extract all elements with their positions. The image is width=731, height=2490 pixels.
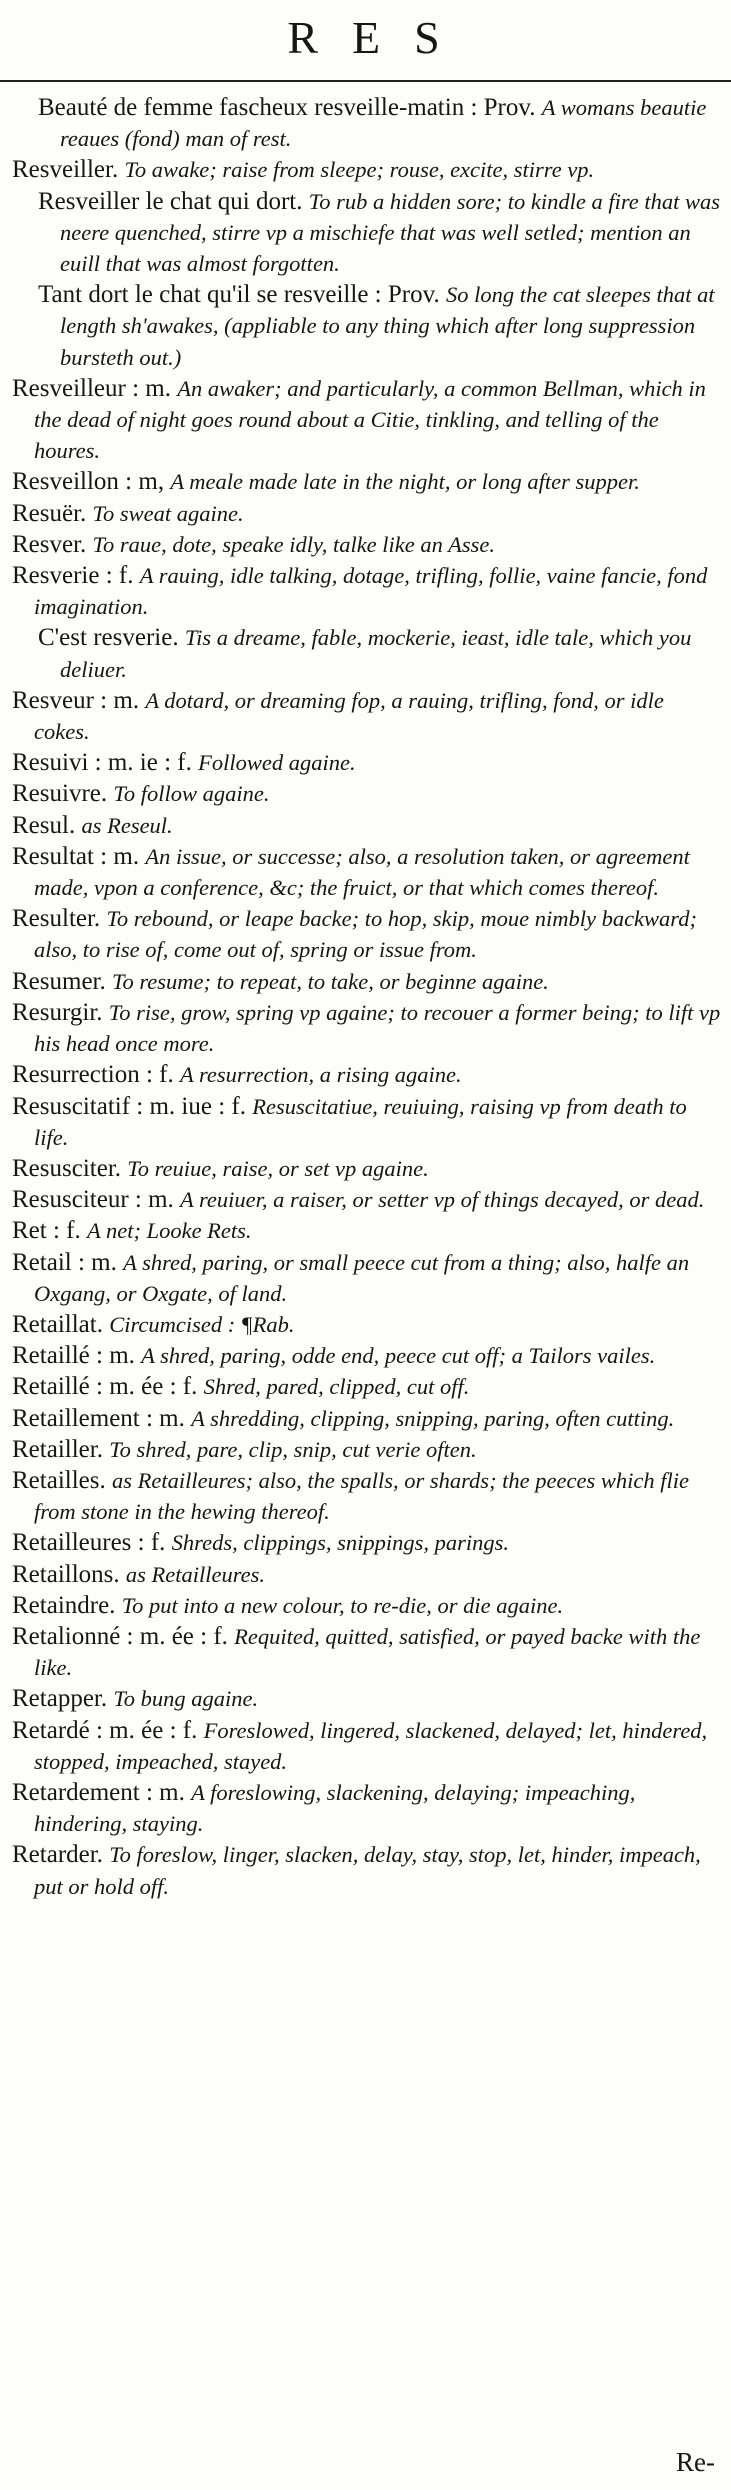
gloss: To awake; raise from sleepe; rouse, excite, stirre vp. <box>124 157 595 183</box>
gloss: To sweat againe. <box>92 500 244 526</box>
headword: Resulter. <box>12 905 101 933</box>
gloss: as Retailleures; also, the spalls, or shards; the peeces which flie from stone in the hewing thereof. <box>34 1467 689 1525</box>
gloss: An awaker; and particularly, a common Bellman, which in the dead of night goes round about a Citie, tinkling, and telling of the houres. <box>34 375 706 464</box>
dictionary-entry <box>12 1683 724 1714</box>
headword: Resver. <box>12 530 87 558</box>
dictionary-entry <box>12 373 724 467</box>
headword: Resusciteur : m. <box>12 1186 174 1214</box>
headword: Retarder. <box>12 1841 103 1869</box>
dictionary-entry <box>12 1434 724 1465</box>
gloss: as Reseul. <box>81 812 173 838</box>
headword: Resul. <box>12 811 76 839</box>
headword: Resumer. <box>12 967 106 995</box>
gloss: Tis a dreame, fable, mockerie, ieast, idle tale, which you deliuer. <box>60 625 692 682</box>
gloss: Circumcised : ¶Rab. <box>109 1311 295 1337</box>
gloss: Followed againe. <box>198 750 356 776</box>
gloss: To resume; to repeat, to take, or beginne againe. <box>112 968 549 994</box>
gloss: A shred, paring, odde end, peece cut off; a Tailors vailes. <box>141 1343 656 1369</box>
headword: Retaillement : m. <box>12 1404 185 1432</box>
dictionary-entry <box>12 560 724 622</box>
dictionary-entry <box>12 1621 724 1683</box>
dictionary-entry <box>12 1309 724 1340</box>
gloss: To put into a new colour, to re-die, or die againe. <box>121 1592 564 1618</box>
headword: Tant dort le chat qu'il se resveille : Prov. <box>38 281 440 309</box>
dictionary-entry <box>12 1371 724 1402</box>
dictionary-entry <box>12 1153 724 1184</box>
dictionary-entry <box>12 1559 724 1590</box>
catchword: Re- <box>676 2447 715 2477</box>
headword: Resuër. <box>12 499 87 527</box>
gloss: A resurrection, a rising againe. <box>180 1062 462 1088</box>
gloss: as Retailleures. <box>125 1561 266 1587</box>
headword: Retailles. <box>12 1466 106 1494</box>
dictionary-entry <box>12 841 724 903</box>
headword: Resultat : m. <box>12 842 140 870</box>
gloss: A net; Looke Rets. <box>87 1218 252 1244</box>
gloss: Shreds, clippings, snippings, parings. <box>171 1530 509 1556</box>
gloss: To shred, pare, clip, snip, cut verie often. <box>109 1436 477 1462</box>
dictionary-entry <box>12 810 724 841</box>
headword: Resurrection : f. <box>12 1061 174 1089</box>
sub-entry <box>12 92 724 154</box>
dictionary-entry <box>12 1215 724 1246</box>
headword: Beauté de femme fascheux resveille-matin : Prov. <box>38 94 536 121</box>
gloss: To rebound, or leape backe; to hop, skip, moue nimbly backward; also, to rise of, come out of, spring or issue from. <box>34 906 697 963</box>
dictionary-entry <box>12 466 724 497</box>
dictionary-entry <box>12 997 724 1059</box>
gloss: Foreslowed, lingered, slackened, delayed; let, hindered, stopped, impeached, stayed. <box>34 1717 708 1774</box>
gloss: To rub a hidden sore; to kindle a fire that was neere quenched, stirre vp a mischiefe that was well setled; mention an euill that was almost forgotten. <box>60 188 721 277</box>
dictionary-entry <box>12 1777 724 1839</box>
headword: Resveilleur : m. <box>12 374 171 402</box>
headword: Resuivi : m. ie : f. <box>12 749 192 777</box>
headword: Retaindre. <box>12 1591 116 1619</box>
headword: Resuscitatif : m. iue : f. <box>12 1092 246 1120</box>
headword: Resusciter. <box>12 1154 122 1182</box>
dictionary-entry <box>12 1403 724 1434</box>
dictionary-entry <box>12 903 724 965</box>
page-header: RES <box>287 12 474 63</box>
gloss: A shred, paring, or small peece cut from a thing; also, halfe an Oxgang, or Oxgate, of land. <box>34 1249 690 1306</box>
headword: Retapper. <box>12 1685 108 1713</box>
headword: Retail : m. <box>12 1248 117 1276</box>
dictionary-entry <box>12 1839 724 1901</box>
headword: Resuivre. <box>12 780 108 808</box>
headword: Retaillé : m. ée : f. <box>12 1373 198 1401</box>
dictionary-entry <box>12 747 724 778</box>
headword: Resveiller. <box>12 156 119 184</box>
dictionary-entry <box>12 778 724 809</box>
gloss: A foreslowing, slackening, delaying; impeaching, hindering, staying. <box>34 1779 636 1837</box>
headword: Resveur : m. <box>12 686 140 714</box>
gloss: To raue, dote, speake idly, talke like an Asse. <box>92 531 495 557</box>
dictionary-entry <box>12 1465 724 1527</box>
gloss: Shred, pared, clipped, cut off. <box>203 1374 470 1400</box>
dictionary-entry <box>12 154 724 185</box>
sub-entry <box>12 622 724 684</box>
headword: Retardement : m. <box>12 1778 185 1806</box>
gloss: A reuiuer, a raiser, or setter vp of things decayed, or dead. <box>180 1187 705 1213</box>
dictionary-entry <box>12 966 724 997</box>
dictionary-entry <box>12 1527 724 1558</box>
headword: Retaillons. <box>12 1560 120 1588</box>
gloss: Requited, quitted, satisfied, or payed backe with the like. <box>34 1623 701 1681</box>
gloss: An issue, or successe; also, a resolution taken, or agreement made, vpon a conference, &c; the fruict, or that which comes thereof. <box>34 843 690 901</box>
gloss: To rise, grow, spring vp againe; to recouer a former being; to lift vp his head once more. <box>34 999 721 1057</box>
headword: Retalionné : m. ée : f. <box>12 1622 228 1650</box>
gloss: So long the cat sleepes that at length sh'awakes, (appliable to any thing which after long suppression bursteth out.) <box>60 282 715 370</box>
dictionary-entry <box>12 529 724 560</box>
headword: Retailler. <box>12 1435 103 1463</box>
headword: Retailleures : f. <box>12 1529 166 1557</box>
dictionary-entry <box>12 1059 724 1090</box>
headword: Resverie : f. <box>12 562 134 590</box>
dictionary-entry <box>12 1590 724 1621</box>
headword: Resveiller le chat qui dort. <box>38 187 303 215</box>
gloss: A womans beautie reaues (fond) man of rest. <box>60 95 707 152</box>
gloss: To follow againe. <box>113 781 270 807</box>
gloss: To foreslow, linger, slacken, delay, stay, stop, let, hinder, impeach, put or hold off. <box>34 1842 701 1899</box>
dictionary-entry <box>12 1091 724 1153</box>
gloss: A shredding, clipping, snipping, paring, often cutting. <box>191 1405 675 1431</box>
header-rule <box>0 80 731 82</box>
sub-entry <box>12 186 724 280</box>
gloss: A rauing, idle talking, dotage, trifling, follie, vaine fancie, fond imagination. <box>34 563 708 620</box>
dictionary-entry <box>12 1247 724 1309</box>
entry-list <box>12 92 724 2442</box>
headword: Retaillé : m. <box>12 1342 135 1370</box>
dictionary-entry <box>12 685 724 747</box>
dictionary-entry <box>12 1184 724 1215</box>
gloss: A meale made late in the night, or long after supper. <box>170 469 640 495</box>
headword: C'est resverie. <box>38 624 179 652</box>
dictionary-entry <box>12 1340 724 1371</box>
gloss: To reuiue, raise, or set vp againe. <box>127 1155 429 1181</box>
headword: Retardé : m. ée : f. <box>12 1716 198 1744</box>
sub-entry <box>12 279 724 373</box>
headword: Resurgir. <box>12 998 103 1026</box>
gloss: To bung againe. <box>113 1686 259 1712</box>
headword: Ret : f. <box>12 1217 81 1245</box>
dictionary-entry <box>12 1715 724 1777</box>
gloss: A dotard, or dreaming fop, a rauing, trifling, fond, or idle cokes. <box>34 687 664 745</box>
headword: Resveillon : m, <box>12 468 165 496</box>
headword: Retaillat. <box>12 1310 103 1338</box>
dictionary-entry <box>12 498 724 529</box>
gloss: Resuscitatiue, reuiuing, raising vp from death to life. <box>34 1093 687 1150</box>
